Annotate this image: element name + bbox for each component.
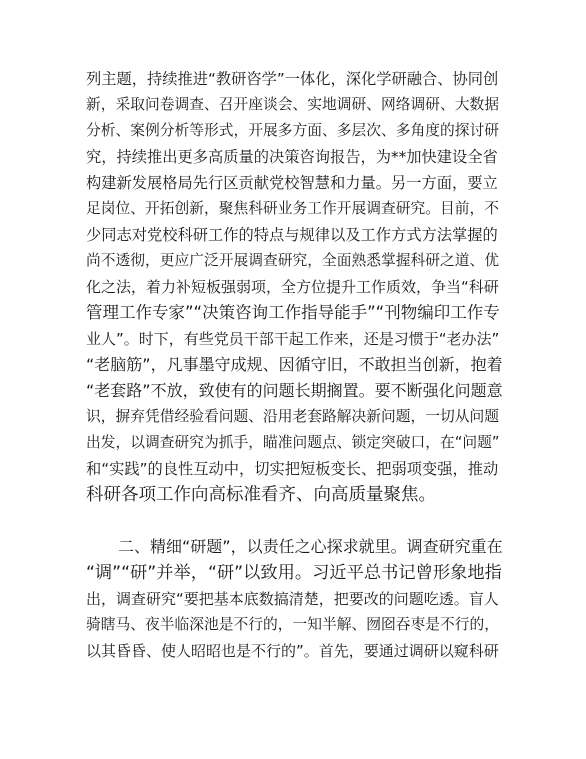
- paragraph-2: [86, 534, 504, 664]
- text-line: 尚不透彻，更应广泛开展调查研究，全面熟悉掌握科研之道、优: [86, 252, 499, 269]
- text-line: 足岗位、开拓创新，聚焦科研业务工作开展调查研究。目前，不: [86, 200, 499, 217]
- text-line: 以其昏昏、使人昭昭也是不行的”。首先，要通过调研以窥科研: [86, 642, 499, 660]
- text-line: 化之法，着力补短板强弱项，全方位提升工作质效，争当“科研: [86, 278, 499, 296]
- text-line: 识，摒弃凭借经验看问题、沿用老套路解决新问题，一切从问题: [86, 408, 499, 425]
- text-line: 出，调查研究“要把基本底数搞清楚，把要改的问题吃透。盲人: [86, 590, 499, 608]
- text-line: 和“实践”的良性互动中，切实把短板变长、把弱项变强，推动: [86, 460, 499, 478]
- text-line: 分析、案例分析等形式，开展多方面、多层次、多角度的探讨研: [86, 122, 499, 139]
- text-line: 新，采取问卷调查、召开座谈会、实地调研、网络调研、大数据: [86, 96, 499, 113]
- text-line: 骑瞎马、夜半临深池是不行的，一知半解、囫囵吞枣是不行的，: [86, 616, 499, 633]
- text-line: 科研各项工作向高标准看齐、向高质量聚焦。: [86, 485, 436, 505]
- text-line: 出发，以调查研究为抓手，瞄准问题点、锁定突破口，在“问题”: [86, 434, 500, 451]
- text-line: 构建新发展格局先行区贡献党校智慧和力量。另一方面，要立: [86, 174, 498, 192]
- text-line: 究，持续推出更多高质量的决策咨询报告，为**加快建设全省: [86, 148, 498, 166]
- text-line: 列主题，持续推进“教研咨学”一体化，深化学研融合、协同创: [86, 70, 499, 88]
- text-line: “老套路”不放，致使有的问题长期搁置。要不断强化问题意: [86, 381, 503, 400]
- text-line: “老脑筋”，凡事墨守成规、因循守旧，不敢担当创新，抱着: [86, 355, 503, 374]
- text-line: 少同志对党校科研工作的特点与规律以及工作方式方法掌握的: [86, 226, 498, 244]
- text-line: “调”“研”并举，“研”以致用。习近平总书记曾形象地指: [86, 563, 502, 583]
- text-line: 二、精细“研题”，以责任之心探求就里。调查研究重在: [86, 537, 503, 556]
- paragraph-1: [86, 66, 504, 508]
- text-line: 管理工作专家”“决策咨询工作指导能手”“刊物编印工作专: [86, 303, 500, 322]
- text-line: 业人”。时下，有些党员干部干起工作来，还是习惯于“老办法”: [86, 330, 500, 348]
